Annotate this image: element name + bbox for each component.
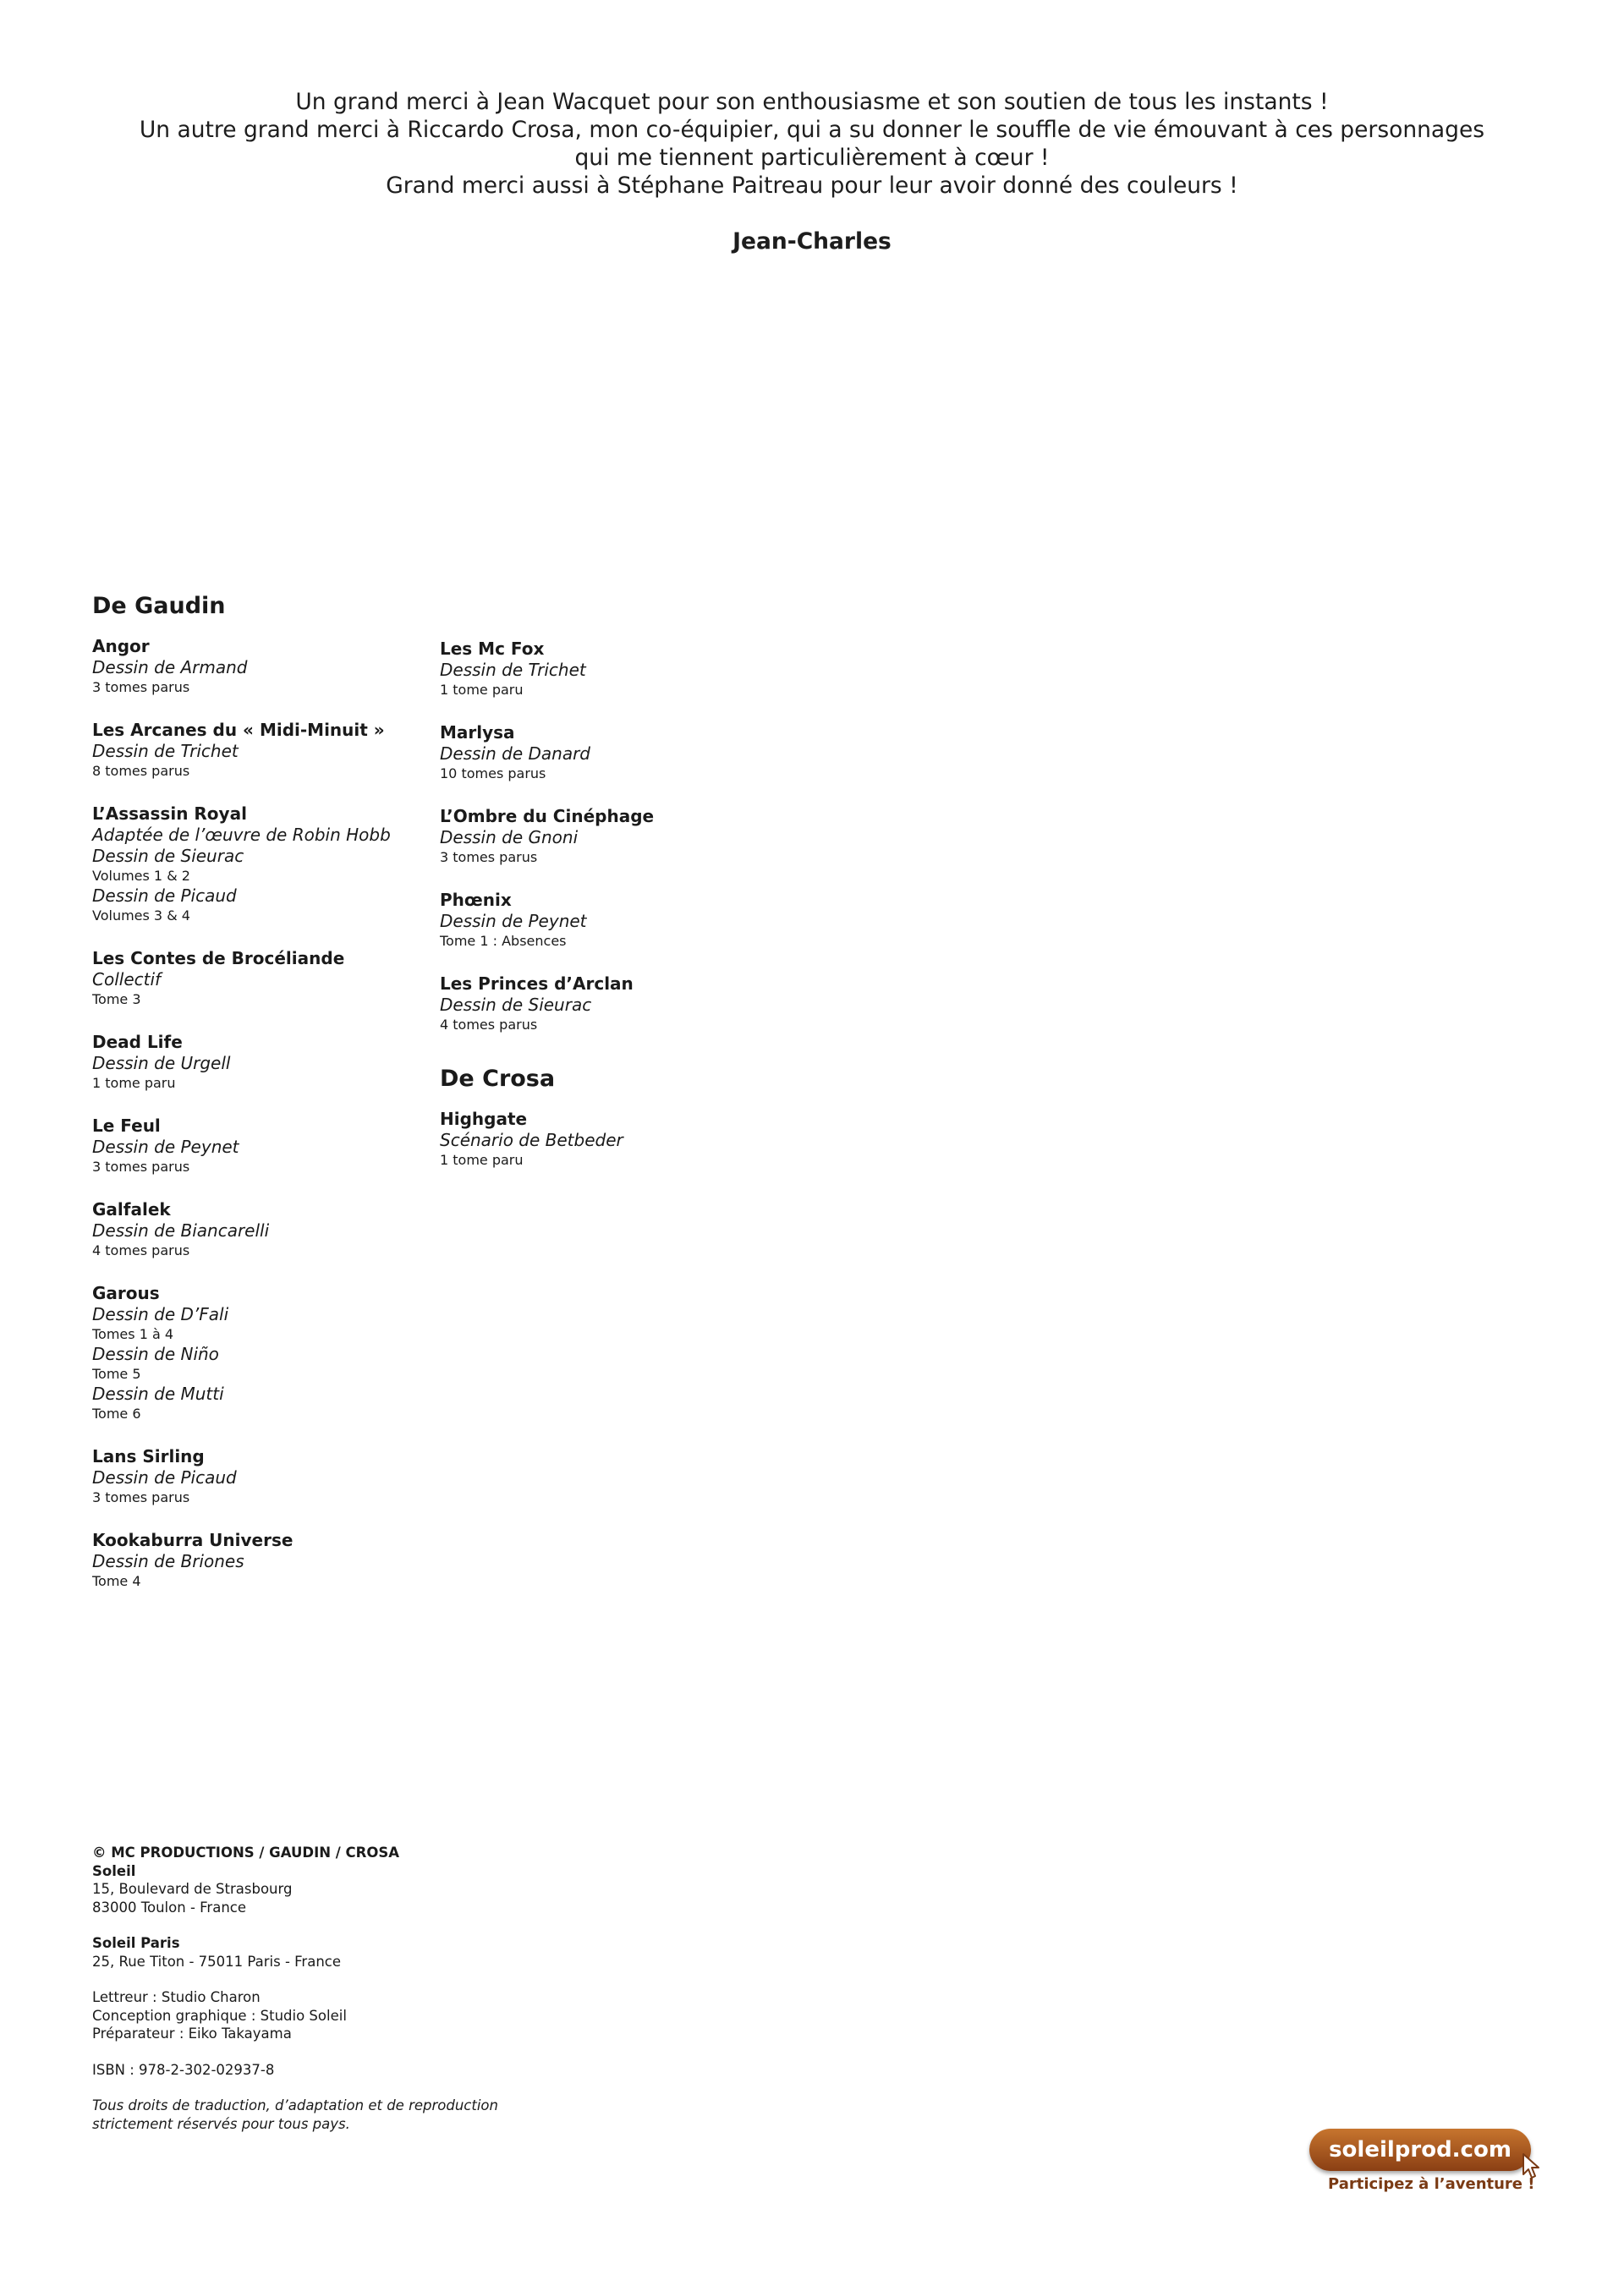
book-credit: Adaptée de l’œuvre de Robin Hobb: [92, 825, 391, 845]
rights-line: Tous droits de traduction, d’adaptation et de reproduction: [92, 2097, 498, 2113]
rights-notice: [92, 2097, 684, 2133]
book-volumes: 3 tomes parus: [92, 1159, 190, 1175]
copyright-credits: [92, 1844, 684, 2151]
book-entry: [92, 1282, 447, 1423]
book-volumes: 4 tomes parus: [92, 1242, 190, 1258]
signature: Jean-Charles: [732, 228, 892, 255]
book-credit: Dessin de Biancarelli: [92, 1220, 270, 1241]
book-title: Dead Life: [92, 1032, 183, 1052]
book-entry: [92, 1031, 447, 1093]
publisher-name: Soleil: [92, 1862, 136, 1879]
book-credit: Dessin de Armand: [92, 657, 248, 677]
publisher-city: 83000 Toulon - France: [92, 1899, 247, 1916]
book-title: Angor: [92, 636, 150, 656]
thanks-line: qui me tiennent particulièrement à cœur !: [574, 145, 1050, 171]
book-credit: Scénario de Betbeder: [440, 1130, 623, 1150]
book-title: Garous: [92, 1283, 160, 1303]
book-credit: Dessin de Peynet: [440, 911, 587, 931]
book-title: L’Assassin Royal: [92, 803, 247, 824]
book-credit: Dessin de Urgell: [92, 1053, 231, 1073]
bibliography-column-1: [92, 592, 447, 1613]
book-volumes: 10 tomes parus: [440, 765, 546, 781]
book-volumes: 8 tomes parus: [92, 763, 190, 779]
acknowledgements: [0, 88, 1624, 255]
book-title: Les Mc Fox: [440, 639, 545, 659]
book-volumes: Tome 6: [92, 1406, 141, 1422]
book-credit: Dessin de Gnoni: [440, 827, 579, 847]
section-heading-crosa: De Crosa: [440, 1066, 556, 1092]
publisher-block: [92, 1844, 684, 1916]
book-title: Les Princes d’Arclan: [440, 973, 634, 994]
book-entry: [92, 1198, 447, 1260]
thanks-line: Un grand merci à Jean Wacquet pour son enthousiasme et son soutien de tous les instants !: [295, 89, 1329, 115]
book-credit: Dessin de Mutti: [92, 1384, 224, 1404]
book-entry: [92, 947, 447, 1009]
book-volumes: Tome 4: [92, 1573, 141, 1589]
book-entry: [440, 973, 795, 1034]
book-entry: [440, 805, 795, 867]
book-volumes: 4 tomes parus: [440, 1017, 538, 1033]
rights-line: strictement réservés pour tous pays.: [92, 2115, 350, 2132]
book-title: Les Contes de Brocéliande: [92, 948, 345, 968]
book-credit: Dessin de Trichet: [92, 741, 239, 761]
book-entry: [92, 719, 447, 781]
book-credit: Dessin de Niño: [92, 1344, 219, 1364]
book-volumes: Tomes 1 à 4: [92, 1326, 174, 1342]
book-volumes: Tome 3: [92, 991, 141, 1007]
book-credit: Dessin de Picaud: [92, 1467, 237, 1488]
book-entry: [440, 638, 795, 699]
bibliography-column-2: [440, 638, 795, 1192]
book-entry: [440, 1108, 795, 1170]
book-entry: [92, 803, 447, 925]
thanks-line: Grand merci aussi à Stéphane Paitreau pour leur avoir donné des couleurs !: [386, 173, 1238, 199]
crosa-list: [440, 1108, 795, 1170]
book-volumes: Volumes 3 & 4: [92, 907, 190, 924]
graphic-design: Conception graphique : Studio Soleil: [92, 2007, 347, 2024]
book-entry: [92, 635, 447, 697]
book-credit: Dessin de Picaud: [92, 885, 237, 906]
logo-site-name[interactable]: soleilprod.com: [1309, 2129, 1531, 2171]
book-entry: [92, 1115, 447, 1176]
paris-address: 25, Rue Titon - 75011 Paris - France: [92, 1953, 342, 1970]
book-title: L’Ombre du Cinéphage: [440, 806, 655, 826]
soleilprod-logo[interactable]: [1309, 2129, 1546, 2196]
book-credit: Dessin de Sieurac: [92, 846, 244, 866]
book-title: Kookaburra Universe: [92, 1530, 294, 1550]
book-volumes: 3 tomes parus: [92, 679, 190, 695]
book-entry: [92, 1529, 447, 1591]
book-credit: Dessin de Peynet: [92, 1137, 239, 1157]
book-volumes: Tome 5: [92, 1366, 141, 1382]
book-entry: [440, 889, 795, 951]
gaudin-list-1: [92, 635, 447, 1591]
paris-name: Soleil Paris: [92, 1935, 180, 1951]
book-title: Les Arcanes du « Midi-Minuit »: [92, 720, 385, 740]
paris-block: [92, 1934, 684, 1971]
book-title: Highgate: [440, 1109, 528, 1129]
book-volumes: 1 tome paru: [440, 1152, 524, 1168]
book-volumes: Volumes 1 & 2: [92, 868, 190, 884]
book-credit: Dessin de Danard: [440, 743, 590, 764]
book-credit: Dessin de Sieurac: [440, 995, 592, 1015]
gaudin-list-2: [440, 638, 795, 1034]
isbn: ISBN : 978-2-302-02937-8: [92, 2061, 275, 2078]
book-volumes: 3 tomes parus: [440, 849, 538, 865]
preparer: Préparateur : Eiko Takayama: [92, 2026, 292, 2042]
book-volumes: 1 tome paru: [92, 1075, 176, 1091]
copyright-line: © MC PRODUCTIONS / GAUDIN / CROSA: [92, 1845, 400, 1861]
publisher-address: 15, Boulevard de Strasbourg: [92, 1881, 293, 1897]
logo-tagline: Participez à l’aventure !: [1328, 2175, 1535, 2193]
section-heading-gaudin: De Gaudin: [92, 593, 226, 619]
book-volumes: 1 tome paru: [440, 682, 524, 698]
book-credit: Dessin de D’Fali: [92, 1304, 229, 1324]
staff-block: [92, 1988, 684, 2043]
book-title: Galfalek: [92, 1199, 171, 1220]
book-credit: Dessin de Briones: [92, 1551, 244, 1571]
book-title: Le Feul: [92, 1116, 161, 1136]
book-volumes: Tome 1 : Absences: [440, 933, 567, 949]
book-title: Lans Sirling: [92, 1446, 205, 1466]
book-entry: [92, 1445, 447, 1507]
book-credit: Collectif: [92, 969, 162, 989]
letterer: Lettreur : Studio Charon: [92, 1989, 261, 2005]
book-entry: [440, 721, 795, 783]
thanks-line: Un autre grand merci à Riccardo Crosa, mon co-équipier, qui a su donner le souffle de vie émouvant à ces personnages: [139, 117, 1485, 143]
book-title: Phœnix: [440, 890, 512, 910]
book-title: Marlysa: [440, 722, 515, 743]
book-credit: Dessin de Trichet: [440, 660, 586, 680]
book-volumes: 3 tomes parus: [92, 1489, 190, 1505]
